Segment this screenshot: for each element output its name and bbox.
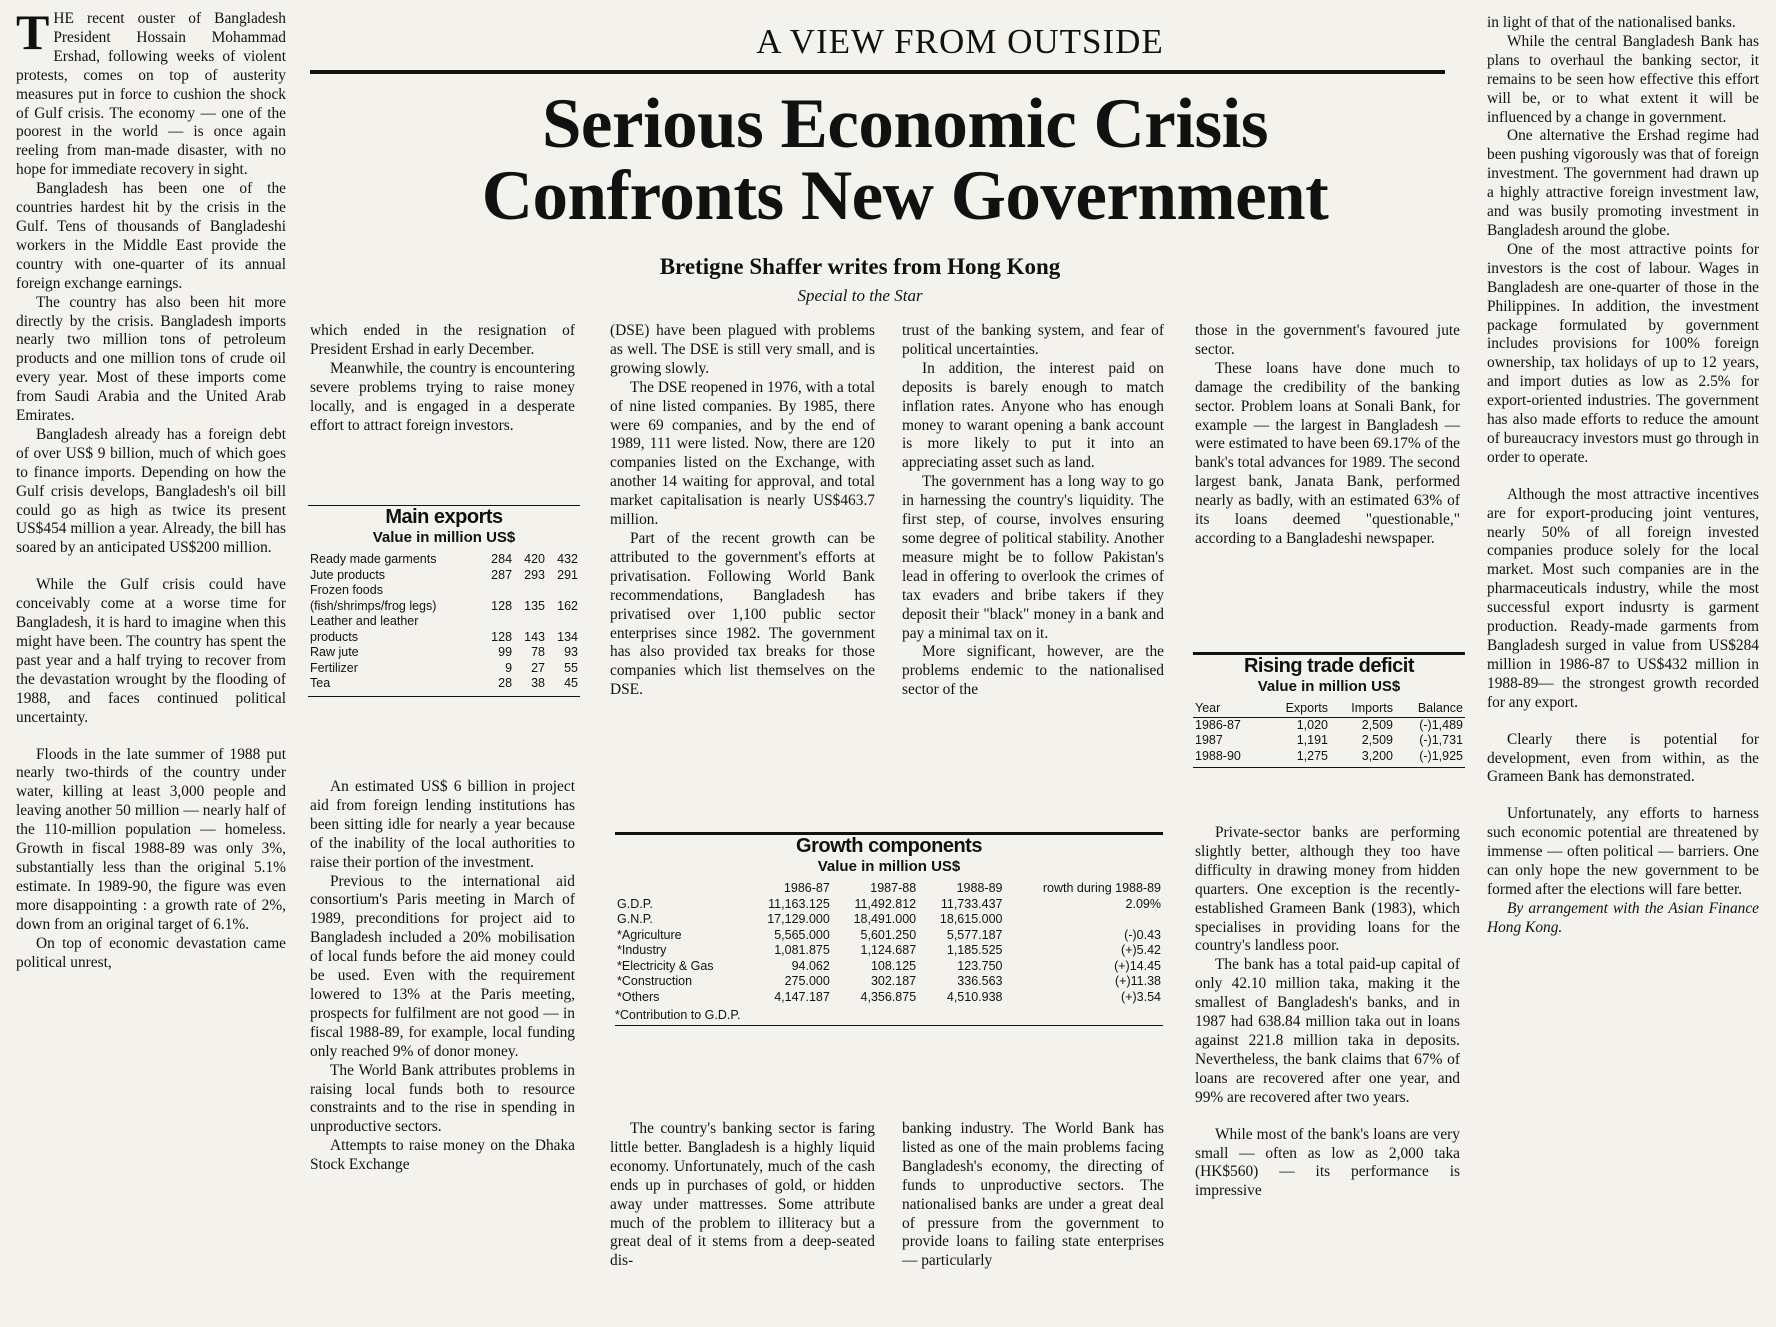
table-row (308, 661, 580, 677)
paragraph (1195, 956, 1460, 1107)
table-cell: 1,081.875 (774, 943, 830, 957)
paragraph (16, 746, 286, 935)
table-title: Rising trade deficit (1243, 655, 1415, 677)
table-cell: 55 (564, 660, 578, 675)
table-row (308, 599, 580, 615)
table-row (615, 912, 1163, 928)
table-cell: 128 (491, 629, 513, 644)
row-label: *Agriculture (617, 927, 682, 942)
row-label: Frozen foods (310, 583, 383, 597)
byline: Bretigne Shaffer writes from Hong Kong (659, 254, 1061, 279)
article-column-5-bottom (1195, 824, 1460, 1201)
column-header: 1988-89 (956, 881, 1003, 895)
paragraph-text: In addition, the interest paid on deposits is barely enough to match inflation rates. Anyone who has enough money to warant opening a bank account is more likely to put it into an appreciating asset such as land. (902, 359, 1164, 472)
trade-deficit-table (1193, 652, 1465, 768)
headline (350, 85, 1460, 235)
paragraph (1487, 33, 1759, 128)
paragraph (902, 1120, 1164, 1271)
growth-components-table (615, 832, 1163, 1026)
paragraph-text: While most of the bank's loans are very small — often as low as 2,000 taka (HK$560) — its performance is impressive (1195, 1125, 1460, 1200)
column-header: 1987-88 (870, 881, 917, 895)
paragraph-text: which ended in the resignation of President Ershad in early December. (310, 322, 575, 358)
paragraph (1487, 805, 1759, 900)
paragraph (16, 576, 286, 727)
paragraph-text: These loans have done much to damage the credibility of the banking sector. Problem loans at Sonali Bank, for example — the largest in Bangladesh — were estimated to have been 69.17% of the bank's total advances for 1989. The second largest bank, Janata Bank, performed nearly as badly, with an estimated 63% of its loans deemed "questionable," according to a Bangladeshi newspaper. (1195, 359, 1460, 547)
article-column-2-bottom (310, 778, 575, 1175)
table-cell: 291 (557, 567, 578, 582)
table-cell: 3,200 (1361, 748, 1393, 763)
paragraph (1487, 731, 1759, 788)
paragraph (310, 1062, 575, 1138)
paragraph (1487, 14, 1759, 33)
paragraph-text: The country's banking sector is faring little better. Bangladesh is a highly liquid economy. Unfortunately, much of the cash ends up in purchases of gold, or hidden away under mattresses. Some attribute much of the problem to illiteracy but a great deal of it stems from a deep-seated dis- (610, 1120, 875, 1270)
paragraph-text: those in the government's favoured jute sector. (1195, 322, 1460, 358)
table-cell: 135 (524, 598, 545, 613)
paragraph (310, 778, 575, 873)
paragraph (310, 360, 575, 436)
table-cell: 45 (564, 676, 578, 690)
table-row (308, 552, 580, 568)
table-cell (481, 614, 514, 630)
table-subtitle: Value in million US$ (1257, 678, 1401, 695)
table-cell: 1,020 (1296, 717, 1328, 732)
row-label: G.N.P. (617, 912, 653, 926)
paragraph-text: One alternative the Ershad regime had been pushing vigorously was that of foreign investment. The government had drawn up a highly attractive foreign investment law, and was busily promoting investment in Bangladesh around the globe. (1487, 127, 1759, 239)
table-cell: 1,185.525 (946, 943, 1003, 957)
table-cell: 38 (531, 676, 545, 690)
table-footnote: *Contribution to G.D.P. (615, 1008, 741, 1022)
table-cell: 1,275 (1296, 748, 1328, 763)
article-column-1 (16, 4, 286, 972)
row-label: *Construction (617, 974, 693, 988)
table-cell: (-)0.43 (1124, 927, 1161, 942)
row-label: G.D.P. (617, 896, 653, 911)
paragraph-text: Bangladesh has been one of the countries hardest hit by the crisis in the Gulf. Tens of thousands of Bangladeshi workers in the Middle East provide the country with one-quarter of its annual foreign exchange earnings. (16, 180, 286, 292)
table-cell: 99 (498, 645, 513, 659)
paragraph-text: The World Bank attributes problems in raising local funds both to resource constraints and to the rise in spending in unproductive sectors. (310, 1061, 575, 1136)
row-label: products (310, 629, 358, 644)
paragraph (902, 643, 1164, 700)
column-header: Year (1193, 701, 1264, 717)
table-cell (547, 614, 580, 630)
paragraph-text: The government has a long way to go in harnessing the country's liquidity. The first step, of course, involves ensuring some degree of political stability. Another measure might be to follow Pakistan's lead in offering to overlook the crimes of tax evaders and bribe takers if they deposit their "black" money in a bank and pay a minimal tax on it. (902, 473, 1164, 642)
paragraph (610, 1120, 875, 1271)
article-column-6 (1487, 14, 1759, 938)
table-rule (615, 1025, 1163, 1026)
table-subtitle: Value in million US$ (817, 858, 961, 875)
table-cell: (-)1,489 (1419, 717, 1463, 732)
table-cell: 108.125 (870, 958, 917, 973)
table-cell: 11,163.125 (768, 896, 830, 911)
main-exports-table (308, 505, 580, 697)
table-cell: (+)11.38 (1115, 974, 1161, 988)
paragraph-text: Meanwhile, the country is encountering severe problems trying to raise money locally, and is engaged in a desperate effort to attract foreign investors. (310, 359, 575, 434)
table-row (615, 959, 1163, 975)
paragraph-text: trust of the banking system, and fear of political uncertainties. (902, 322, 1164, 358)
table-row (308, 568, 580, 584)
table-cell: (-)1,925 (1419, 748, 1463, 763)
table-cell (1004, 912, 1163, 928)
paragraph-text: By arrangement with the Asian Finance Hong Kong. (1487, 899, 1759, 936)
row-label: Jute products (310, 567, 386, 582)
paragraph-text: in light of that of the nationalised banks. (1487, 14, 1736, 31)
table-cell: 1986-87 (1195, 717, 1241, 732)
table-cell: 287 (491, 567, 513, 582)
table-cell: 143 (524, 629, 545, 644)
table-cell: (-)1,731 (1419, 733, 1463, 747)
article-column-2-top (310, 322, 575, 435)
paragraph-text: Unfortunately, any efforts to harness such economic potential are threatened by immense — often political — barriers. One can only hope the new government to be formed after the elections will fare better. (1487, 805, 1759, 898)
paragraph-text: Attempts to raise money on the Dhaka Stock Exchange (310, 1137, 575, 1174)
row-label: Fertilizer (310, 660, 358, 675)
table-rule (308, 696, 580, 697)
table-cell: 275.000 (784, 974, 830, 988)
paragraph (902, 322, 1164, 360)
paragraph-text: An estimated US$ 6 billion in project aid from foreign lending institutions has been sitting idle for nearly a year because of the inability of the local authorities to raise their portion of the investment. (310, 778, 575, 871)
table-row (1193, 733, 1465, 749)
paragraph (1195, 824, 1460, 956)
table-cell: 18,491.000 (853, 912, 917, 926)
paragraph-text: Although the most attractive incentives are for export-producing joint ventures, nearly 50% of all foreign invested companies produce solely for the local market. Most such companies are in the pharmaceuticals industry, while the most successful export indusrty is garment production. Ready-made garments from Bangladesh surged in value from US$284 million in 1986-87 to US$432 million in 1988-89— the strongest growth recorded for any export. (1487, 485, 1759, 711)
paragraph (1487, 127, 1759, 240)
headline-line-1: Serious Economic Crisis (541, 85, 1269, 163)
paragraph (1487, 900, 1759, 938)
table-cell: 128 (491, 598, 513, 613)
table-cell: 1988-90 (1195, 748, 1241, 763)
table-cell: 420 (524, 552, 545, 566)
table-cell: (+)14.45 (1114, 958, 1161, 973)
table-cell: 18,615.000 (939, 912, 1003, 926)
paragraph (16, 426, 286, 558)
table-cell: 302.187 (870, 974, 917, 988)
table-cell: 17,129.000 (767, 912, 830, 926)
table-cell (481, 583, 514, 599)
paragraph (310, 1137, 575, 1175)
paragraph (1487, 241, 1759, 468)
paragraph (310, 322, 575, 360)
row-label: Leather and leather (310, 614, 419, 628)
paragraph (16, 935, 286, 973)
paragraph-text: Clearly there is potential for development, even from within, as the Grameen Bank has demonstrated. (1487, 730, 1759, 786)
table-cell: 4,356.875 (860, 989, 917, 1004)
column-header (615, 881, 745, 897)
table-cell: 4,510.938 (946, 989, 1003, 1004)
article-column-3-bottom (610, 1120, 875, 1271)
table-cell: 93 (564, 645, 578, 659)
paragraph (1195, 360, 1460, 549)
table-cell: 1,191 (1296, 733, 1328, 747)
table-cell: 5,601.250 (860, 927, 917, 942)
paragraph (16, 4, 286, 180)
table-title: Main exports (385, 506, 503, 528)
table-title: Growth components (796, 835, 982, 857)
table-row (615, 990, 1163, 1006)
paragraph (1195, 322, 1460, 360)
table-cell: 2,509 (1361, 717, 1393, 732)
table-row (615, 943, 1163, 959)
article-column-5-top (1195, 322, 1460, 549)
column-header: rowth during 1988-89 (1042, 881, 1161, 895)
table-cell: 293 (524, 567, 545, 582)
table-cell: 432 (557, 552, 578, 566)
column-header: Exports (1264, 701, 1330, 717)
article-column-4-bottom (902, 1120, 1164, 1271)
table-cell: 11,492.812 (854, 896, 917, 911)
paragraph-text: Floods in the late summer of 1988 put nearly two-thirds of the country under water, killing at least 3,000 people and leaving another 50 million — nearly half of the 110-million population — homeless. Growth in fiscal 1988-89 was only 3%, substantially less than the original 5.1% estimate. In 1989-90, the figure was even more disappointing : a growth rate of 2%, down from an original target of 6.1%. (16, 745, 286, 933)
table-cell: 284 (491, 552, 513, 566)
paragraph-text: HE recent ouster of Bangladesh President Hossain Mohammad Ershad, following weeks of violent protests, comes on top of austerity measures put in force to cushion the shock of Gulf crisis. The economy — one of the poorest in the world — is once again reeling from man-made disaster, with no hope for immediate recovery in sight. (16, 10, 286, 179)
special-to: Special to the Star (797, 286, 923, 305)
table-row (308, 614, 580, 630)
table-cell: 27 (531, 660, 545, 675)
paragraph-text: Private-sector banks are performing slightly better, although they too have difficulty in drawing money from hidden quarters. One exception is the recently-established Grameen Bank (1983), which specialises in providing loans for the country's landless poor. (1195, 824, 1460, 955)
paragraph-text: Bangladesh already has a foreign debt of over US$ 9 billion, much of which goes to finance imports. Depending on how the Gulf crisis develops, Bangladesh's oil bill could go as high as twice its present US$454 million a year. Already, the bill has soared by an anticipated US$200 million. (16, 425, 286, 557)
row-label: Raw jute (310, 645, 359, 659)
table-cell: 78 (531, 645, 545, 659)
table-cell: 4,147.187 (774, 989, 830, 1004)
row-label: *Others (617, 989, 660, 1004)
table-cell: 9 (505, 660, 513, 675)
table-row (308, 676, 580, 692)
paragraph-text: While the Gulf crisis could have conceivably come at a worse time for Bangladesh, it is hard to imagine when this might have been. The country has spent the past year and a half trying to recover from the devastation wrought by the flooding of 1988, and faces continued political uncertainty. (16, 576, 286, 726)
paragraph (16, 180, 286, 293)
article-column-4-top (902, 322, 1164, 700)
table-row (1193, 717, 1465, 733)
paragraph (902, 360, 1164, 473)
table-subtitle: Value in million US$ (372, 529, 516, 546)
table-row (308, 645, 580, 661)
paragraph (1487, 486, 1759, 713)
row-label: Tea (310, 676, 331, 690)
paragraph-text: The DSE reopened in 1976, with a total of nine listed companies. By 1985, there were 69 companies, and by the end of 1989, 111 were listed. Now, there are 120 companies listed on the Exchange, with another 14 waiting for approval, and total market capitalisation is nearly US$463.7 million. (610, 378, 875, 529)
table-cell: 28 (498, 676, 513, 690)
article-column-3-top (610, 322, 875, 700)
table-cell: 2,509 (1361, 733, 1393, 747)
paragraph (16, 294, 286, 426)
paragraph-text: Part of the recent growth can be attributed to the government's efforts at privatisation. Following World Bank recommendations, Bangladesh has privatised over 1,100 public sector enterprises since 1982. The government has also provided tax breaks for those companies which list themselves on the DSE. (610, 529, 875, 699)
drop-cap: T (16, 4, 50, 60)
kicker-rule (310, 70, 1445, 74)
table-cell: 5,577.187 (946, 927, 1003, 942)
table-cell (514, 614, 547, 630)
table-cell (547, 583, 580, 599)
table-cell: 336.563 (957, 974, 1003, 988)
table-cell: 1987 (1195, 733, 1223, 747)
paragraph-text: On top of economic devastation came political unrest, (16, 934, 286, 971)
table-cell: (+)5.42 (1121, 943, 1161, 957)
kicker: A VIEW FROM OUTSIDE (756, 22, 1164, 61)
table-row (615, 974, 1163, 990)
column-header: 1986-87 (783, 881, 830, 895)
row-label: *Industry (617, 943, 667, 957)
paragraph-text: One of the most attractive points for investors is the cost of labour. Wages in Bangladesh are one-quarter of those in the Philippines. In addition, the investment package formulated by government includes provisions for 100% foreign ownership, tax holidays of up to 12 years, and import duties as low as 2.5% for export-oriented industries. The government has also made efforts to reduce the amount of bureaucracy investors must go through in order to operate. (1487, 240, 1759, 466)
paragraph-text: (DSE) have been plagued with problems as well. The DSE is still very small, and is growing slowly. (610, 322, 875, 377)
row-label: (fish/shrimps/frog legs) (310, 598, 437, 613)
column-header: Balance (1395, 701, 1465, 717)
paragraph (1195, 1126, 1460, 1202)
table-row (615, 928, 1163, 944)
headline-line-2: Confronts New Government (481, 157, 1329, 235)
paragraph-text: banking industry. The World Bank has listed as one of the main problems facing Bangladesh's economy, the directing of funds to unproductive sectors. The nationalised banks are under a great deal of pressure from the government to provide loans to failing state enterprises — particularly (902, 1120, 1164, 1270)
table-row (1193, 749, 1465, 765)
paragraph-text: More significant, however, are the problems endemic to the nationalised sector of the (902, 643, 1164, 699)
row-label: *Electricity & Gas (617, 958, 714, 973)
paragraph (310, 873, 575, 1062)
table-cell: 1,124.687 (860, 943, 917, 957)
table-cell: 11,733.437 (940, 896, 1003, 911)
table-cell: 123.750 (957, 958, 1003, 973)
paragraph-text: The country has also been hit more directly by the crisis. Bangladesh imports nearly two million tons of petroleum products and one million tons of crude oil every year. Most of these imports come from Saudi Arabia and the United Arab Emirates. (16, 293, 286, 425)
table-cell: 94.062 (791, 958, 830, 973)
table-cell: 162 (557, 598, 578, 613)
row-label: Ready made garments (310, 552, 437, 566)
table-cell: 134 (557, 629, 578, 644)
paragraph (610, 322, 875, 379)
paragraph-text: The bank has a total paid-up capital of only 42.10 million taka, making it the smallest of Bangladesh's banks, and in 1987 had 638.84 million taka out in loans against 221.8 million taka in deposits. Nevertheless, the bank claims that 67% of loans are recovered after one year, and 99% are recovered after two years. (1195, 956, 1460, 1106)
paragraph-text: Previous to the international aid consortium's Paris meeting in March of 1989, preconditions for project aid to Bangladesh included a 20% mobilisation of local funds before the aid money could be used. Even with the requirement lowered to 13% at the Paris meeting, prospects for fulfilment are not good — in fiscal 1988-89, for example, local funding only reached 9% of donor money. (310, 872, 575, 1060)
table-cell: 5,565.000 (774, 927, 830, 942)
paragraph-text: While the central Bangladesh Bank has plans to overhaul the banking sector, it remains to be seen how effective this effort will be, or to what extent it will be influenced by a change in government. (1487, 32, 1759, 126)
table-row (308, 583, 580, 599)
column-header: Imports (1330, 701, 1395, 717)
table-row (615, 897, 1163, 913)
table-row (308, 630, 580, 646)
paragraph (610, 379, 875, 530)
table-rule (1193, 767, 1465, 768)
table-cell: 2.09% (1125, 896, 1161, 911)
table-cell: (+)3.54 (1121, 989, 1161, 1004)
paragraph (902, 473, 1164, 643)
paragraph (610, 530, 875, 700)
table-cell (514, 583, 547, 599)
